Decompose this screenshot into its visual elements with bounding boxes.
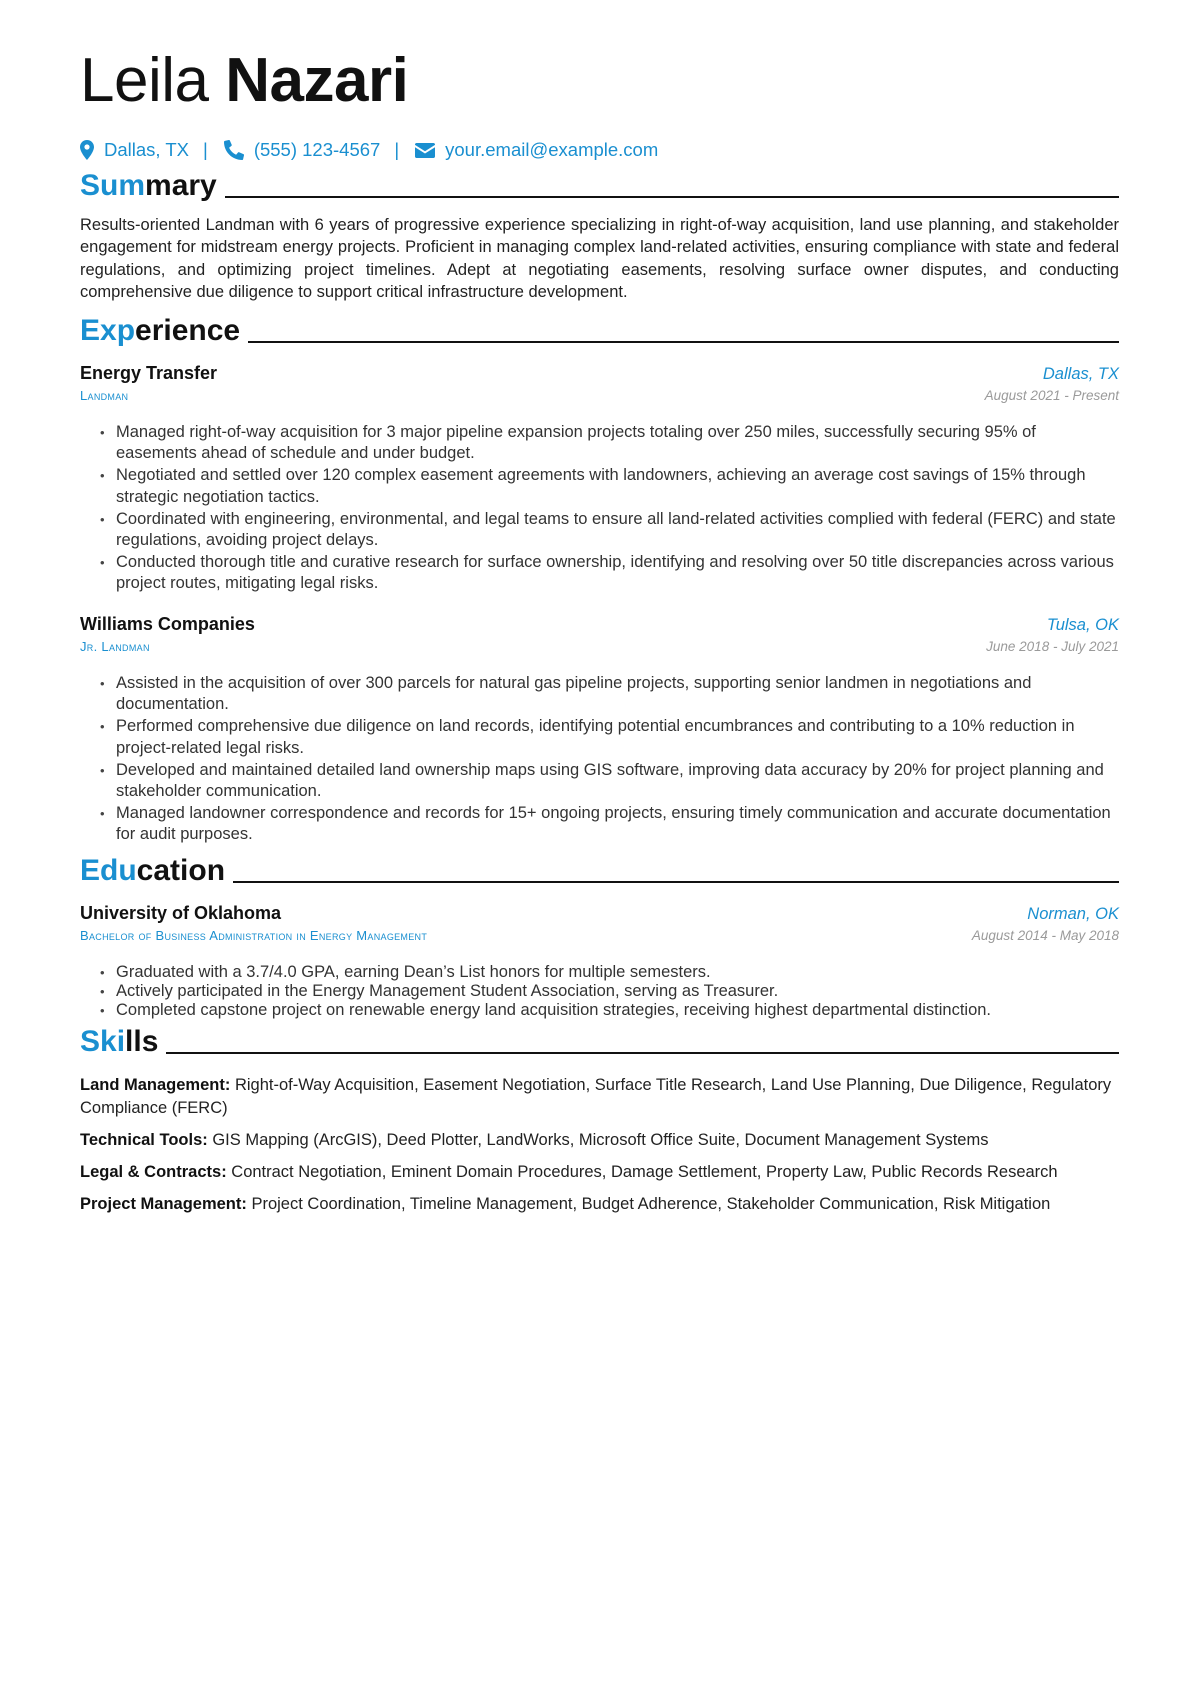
list-item: • Completed capstone project on renewable energy land acquisition strategies, receiving highest departmental distinction. (100, 1000, 1119, 1021)
summary-text: Results-oriented Landman with 6 years of progressive experience specializing in right-of-way acquisition, land use planning, and stakeholder engagement for midstream energy projects. Proficient in managing complex land-related activities, ensuring compliance with state and federal regulations, and optimizing project timelines. Adept at negotiating easements, resolving surface owner disputes, and conducting comprehensive due diligence to support critical infrastructure development. (80, 216, 1119, 301)
list-item: • Performed comprehensive due diligence on land records, identifying potential encumbrances and contributing to a 10% reduction in project-related legal risks. (100, 716, 1119, 758)
job-location: Dallas, TX (1042, 365, 1119, 384)
skill-row (80, 1129, 1119, 1152)
experience-entry (80, 612, 1119, 845)
job-location: Tulsa, OK (1046, 616, 1119, 635)
skill-values: Right-of-Way Acquisition, Easement Negotiation, Surface Title Research, Land Use Planning, Due Diligence, Regulatory Compliance (FERC) (80, 1076, 1112, 1117)
contact-bar (80, 138, 1119, 162)
skills-section-header (80, 1024, 1119, 1060)
school-location: Norman, OK (1027, 905, 1119, 924)
contact-separator: | (394, 139, 400, 160)
section-divider (166, 1052, 1119, 1054)
list-item: • Negotiated and settled over 120 complex easement agreements with landowners, achieving an average cost savings of 15% through strategic negotiation tactics. (100, 465, 1119, 507)
skill-row (80, 1161, 1119, 1184)
candidate-name (80, 42, 1119, 120)
list-item: • Managed landowner correspondence and records for 15+ ongoing projects, ensuring timely communication and accurate documentation for audit purposes. (100, 803, 1119, 845)
experience-section-header (80, 313, 1119, 349)
skill-values: Contract Negotiation, Eminent Domain Procedures, Damage Settlement, Property Law, Public Records Research (231, 1162, 1058, 1181)
location-text: Dallas, TX (104, 139, 189, 160)
skill-row (80, 1193, 1119, 1216)
contact-location (80, 138, 189, 162)
experience-entry (80, 361, 1119, 594)
degree-title: Bachelor of Business Administration in Energy Management (80, 928, 428, 944)
section-title: Summary (80, 169, 217, 202)
first-name: Leila (80, 46, 209, 115)
education-entry (80, 901, 1119, 1021)
list-item: • Developed and maintained detailed land ownership maps using GIS software, improving data accuracy by 20% for project planning and stakeholder communication. (100, 760, 1119, 802)
education-section-header (80, 853, 1119, 889)
section-title: Skills (80, 1025, 159, 1059)
list-item: • Coordinated with engineering, environmental, and legal teams to ensure all land-related activities complied with federal (FERC) and state regulations, avoiding project delays. (100, 509, 1119, 551)
education-dates: August 2014 - May 2018 (971, 928, 1119, 944)
skill-category: Project Management: (80, 1194, 247, 1213)
phone-text: (555) 123-4567 (253, 139, 381, 160)
phone-icon (224, 140, 244, 160)
job-title: Jr. Landman (80, 639, 150, 655)
envelope-icon (415, 143, 435, 158)
school-name: University of Oklahoma (80, 903, 282, 924)
map-marker-icon (80, 140, 94, 160)
job-bullets (80, 422, 1119, 594)
section-divider (248, 341, 1119, 343)
section-divider (233, 881, 1119, 883)
skill-row (80, 1074, 1119, 1119)
contact-phone[interactable] (224, 138, 381, 162)
list-item: • Graduated with a 3.7/4.0 GPA, earning Dean’s List honors for multiple semesters. (100, 962, 1119, 983)
section-title: Experience (80, 314, 241, 348)
company-name: Energy Transfer (80, 363, 218, 384)
contact-email[interactable] (415, 138, 658, 162)
education-bullets (80, 962, 1119, 1021)
list-item: • Assisted in the acquisition of over 300 parcels for natural gas pipeline projects, supporting senior landmen in negotiations and documentation. (100, 673, 1119, 715)
job-title: Landman (80, 388, 129, 404)
job-dates: June 2018 - July 2021 (986, 639, 1119, 655)
job-bullets (80, 673, 1119, 845)
job-dates: August 2021 - Present (984, 388, 1119, 404)
skill-category: Land Management: (80, 1076, 231, 1095)
list-item: • Managed right-of-way acquisition for 3 major pipeline expansion projects totaling over 250 miles, successfully securing 95% of easements ahead of schedule and under budget. (100, 422, 1119, 464)
skills-list (80, 1074, 1119, 1215)
section-divider (225, 196, 1119, 198)
section-title: Education (80, 854, 226, 888)
company-name: Williams Companies (80, 614, 255, 635)
skill-category: Technical Tools: (80, 1130, 208, 1149)
skill-category: Legal & Contracts: (80, 1162, 227, 1181)
contact-separator: | (203, 139, 208, 160)
list-item: • Conducted thorough title and curative research for surface ownership, identifying and resolving over 50 title discrepancies across various project routes, mitigating legal risks. (100, 552, 1119, 594)
list-item: • Actively participated in the Energy Management Student Association, serving as Treasurer. (100, 981, 1119, 1002)
summary-section-header (80, 168, 1119, 204)
skill-values: GIS Mapping (ArcGIS), Deed Plotter, LandWorks, Microsoft Office Suite, Document Management Systems (212, 1130, 989, 1149)
last-name: Nazari (225, 46, 409, 115)
email-link: your.email@example.com (445, 139, 659, 160)
skill-values: Project Coordination, Timeline Management, Budget Adherence, Stakeholder Communication, Risk Mitigation (251, 1194, 1051, 1213)
